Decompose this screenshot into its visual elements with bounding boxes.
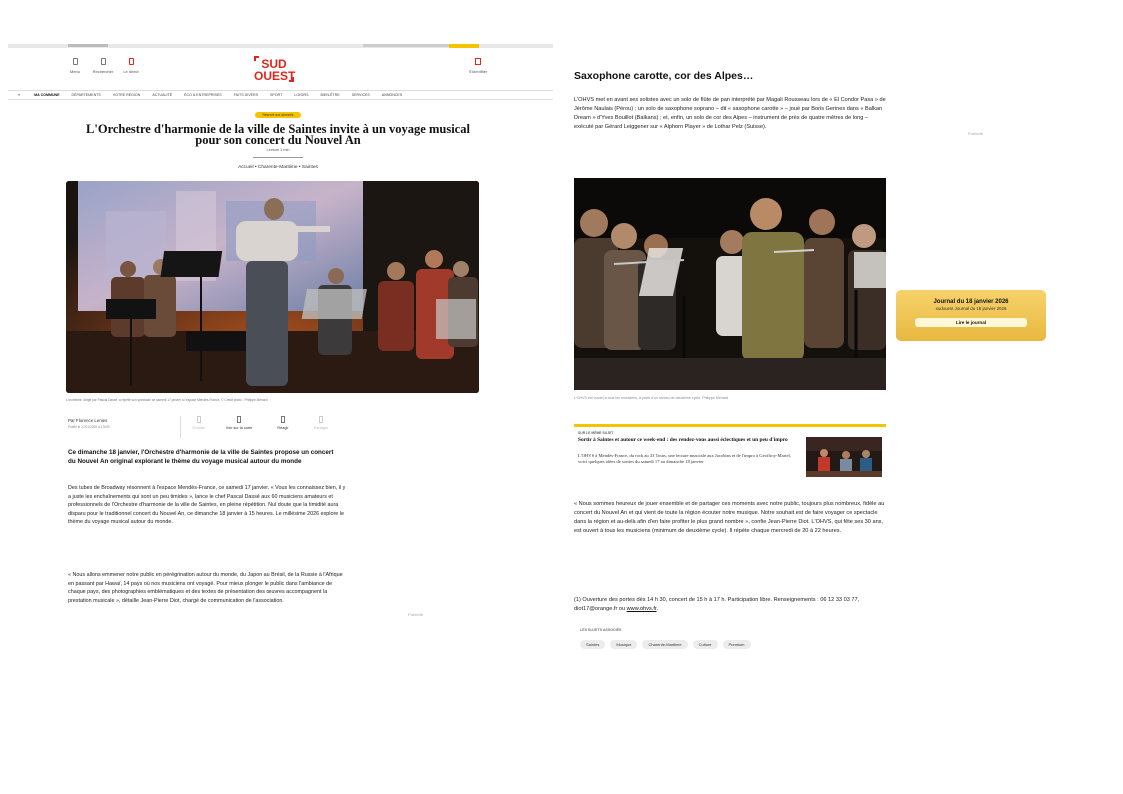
- main-nav: [8, 90, 553, 100]
- nav-item[interactable]: FAITS DIVERS: [233, 93, 259, 97]
- ad-label: Publicité: [408, 612, 424, 617]
- related-article-card[interactable]: [574, 424, 886, 492]
- nav-item[interactable]: SERVICES: [351, 93, 370, 97]
- published-date: Publié le 17/01/2026 à 17h09: [68, 425, 110, 429]
- tag-chip[interactable]: Charente-Maritime: [642, 640, 687, 649]
- nav-item[interactable]: MA COMMUNE: [34, 93, 60, 97]
- related-thumbnail[interactable]: [806, 437, 882, 477]
- nav-item[interactable]: ÉCO & ENTREPRISES: [184, 93, 222, 97]
- left-article-page: [8, 44, 553, 644]
- breadcrumb[interactable]: Accueil • Charente-Maritime • Saintes: [238, 165, 318, 170]
- share-icon: [319, 416, 323, 423]
- tag-chip[interactable]: Premium: [723, 640, 751, 649]
- live-icon: [129, 58, 134, 65]
- headphones-icon: [197, 416, 201, 423]
- subscribe-button[interactable]: [449, 44, 479, 48]
- ohvs-website-link[interactable]: www.ohvs.fr: [626, 605, 657, 612]
- hamburger-icon[interactable]: ≡: [18, 93, 21, 97]
- tags-list: [580, 640, 751, 649]
- user-icon: [475, 58, 481, 65]
- top-utility-bar: [8, 44, 553, 48]
- article-photo-orchestra[interactable]: [66, 181, 479, 393]
- article-paragraph: « Nous sommes heureux de jouer ensemble et de partager ces moments avec notre public, toujours plus nombreux, fidèle au concert du Nouvel An et qui vient de toute la région écouter notre musique. Notre souhait est de faire voyager ce spectacle dans la région et au-delà afin d'en faire profiter le plus grand nombre », confie Jean-Pierre Diot. L'OHVS, qui fête ses 30 ans, est ouvert à tous les musiciens (minimum de deuxième cycle). Il répète chaque mercredi de 20 à 22 heures.: [574, 501, 885, 534]
- site-header: [8, 50, 553, 88]
- photo-caption: L'orchestre, dirigé par Pascal Dassé, a répété son spectacle ce samedi 17 janvier à l'espace Mendès-France. © Crédit photo : Philippe Ménard: [66, 398, 268, 402]
- ad-label: Publicité: [968, 131, 984, 136]
- nav-item[interactable]: BIEN-ÊTRE: [320, 93, 340, 97]
- comment-icon: [281, 416, 285, 423]
- map-button[interactable]: Voir sur la carte: [222, 416, 256, 430]
- article-footnote: (1) Ouverture des portes dès 14 h 30, concert de 15 h à 17 h. Participation libre. Renseignements : 06 12 33 03 77, diot17@orange.fr ou www.ohvs.fr.: [574, 597, 860, 612]
- article-paragraph: L'OHVS met en avant ses solistes avec un solo de flûte de pan interprété par Magali Rousseau lors de « El Condor Pasa » de Jérôme Naulais (Pérou) ; un solo de saxophone soprano – dit « saxophone carotte » – joué par Boris Gerines dans « Balkan Dream » d'Yves Bouillot (Balkans) ; et, enfin, un solo de cor des Alpes – instrument de près de quatre mètres de long – exécuté par Gérard Leiggener sur « Alphorn Player » de Lothar Pelz (Suisse).: [574, 97, 886, 130]
- article-title: L'Orchestre d'harmonie de la ville de Saintes invite à un voyage musical pour son concert du Nouvel An: [86, 122, 470, 147]
- reading-time: Lecture 1 min: [266, 148, 290, 152]
- article-paragraph: Des tubes de Broadway résonnent à l'espace Mendès-France, ce samedi 17 janvier. « Vous les connaissez bien, il y a juste les enchaînements qui sont un peu timides », lance le chef Pascal Dassé aux 60 musiciens amateurs et professionnels de l'Orchestre d'harmonie de la ville de Saintes, en pleine répétition. Nul doute que la timidité aura disparu pour le traditionnel concert du Nouvel An, ce dimanche 18 janvier à 15 heures. Le millésime 2026 explore le thème du voyage musical autour du monde.: [68, 485, 346, 526]
- author-name[interactable]: Par Florence Lenies: [68, 418, 108, 423]
- nav-item[interactable]: ACTUALITÉ: [152, 93, 173, 97]
- nav-item[interactable]: LOISIRS: [294, 93, 309, 97]
- search-icon: [101, 58, 106, 65]
- tags-label: LES SUJETS ASSOCIÉS: [580, 628, 622, 632]
- related-summary: L'OHVS à Mendès-France, du rock au 33 Tours, une lecture musicale aux Jacobins et de l'impro à Geoffroy-Martel, voici quelques idées de sorties du samedi 17 au dimanche 18 janvier: [578, 453, 791, 465]
- daily-journal-promo[interactable]: [896, 290, 1046, 341]
- nav-item[interactable]: VOTRE RÉGION: [112, 93, 141, 97]
- photo-caption: L'OHVS est ouvert à tous les musiciens, à partir d'un niveau de deuxième cycle. Philippe Ménard: [574, 396, 729, 400]
- nav-item[interactable]: SPORT: [270, 93, 283, 97]
- article-lead: Ce dimanche 18 janvier, l'Orchestre d'harmonie de la ville de Saintes propose un concert du Nouvel An original explorant le thème du voyage musical autour du monde: [68, 449, 334, 465]
- live-button[interactable]: Le direct: [116, 58, 146, 74]
- menu-button[interactable]: Menu: [60, 58, 90, 74]
- comment-button[interactable]: Réagir: [266, 416, 300, 430]
- account-button[interactable]: S'identifier: [463, 58, 493, 74]
- nav-item[interactable]: ANNONCES: [381, 93, 403, 97]
- journal-title: Journal du 18 janvier 2026: [933, 299, 1009, 305]
- share-button[interactable]: Partager: [304, 416, 338, 430]
- article-paragraph: « Nous allons emmener notre public en pérégrination autour du monde, du Japon au Brésil, de la Russie à l'Afrique en passant par Hawaï, 14 pays où nos musiciens ont voyagé. Pour mieux plonger le public dans l'ambiance de chaque pays, des photographies emblématiques et des textes de présentation des œuvres accompagnent la prestation musicale », détaille Jean-Pierre Diot, chargé de communication de l'association.: [68, 572, 343, 604]
- nav-item[interactable]: DÉPARTEMENTS: [71, 93, 101, 97]
- map-pin-icon: [237, 416, 241, 423]
- section-heading: Saxophone carotte, cor des Alpes…: [574, 70, 754, 82]
- related-label: SUR LE MÊME SUJET: [578, 431, 614, 435]
- journal-subtitle: sudouest Journal du 18 janvier 2026: [935, 306, 1007, 311]
- read-journal-button[interactable]: Lire le journal: [915, 318, 1027, 327]
- sud-ouest-logo[interactable]: SUD OUEST: [254, 57, 296, 83]
- article-photo-musicians[interactable]: [574, 178, 886, 390]
- related-title[interactable]: Sortir à Saintes et autour ce week-end : des rendez-vous aussi éclectiques et un peu d'impro: [578, 437, 788, 443]
- tag-chip[interactable]: Culture: [693, 640, 718, 649]
- author-block: [68, 418, 178, 429]
- premium-badge: Réservé aux abonnés: [255, 112, 301, 118]
- search-button[interactable]: Rechercher: [88, 58, 118, 74]
- tag-chip[interactable]: Musique: [610, 640, 637, 649]
- menu-icon: [73, 58, 78, 65]
- listen-button[interactable]: Écouter: [182, 416, 216, 430]
- tag-chip[interactable]: Saintes: [580, 640, 605, 649]
